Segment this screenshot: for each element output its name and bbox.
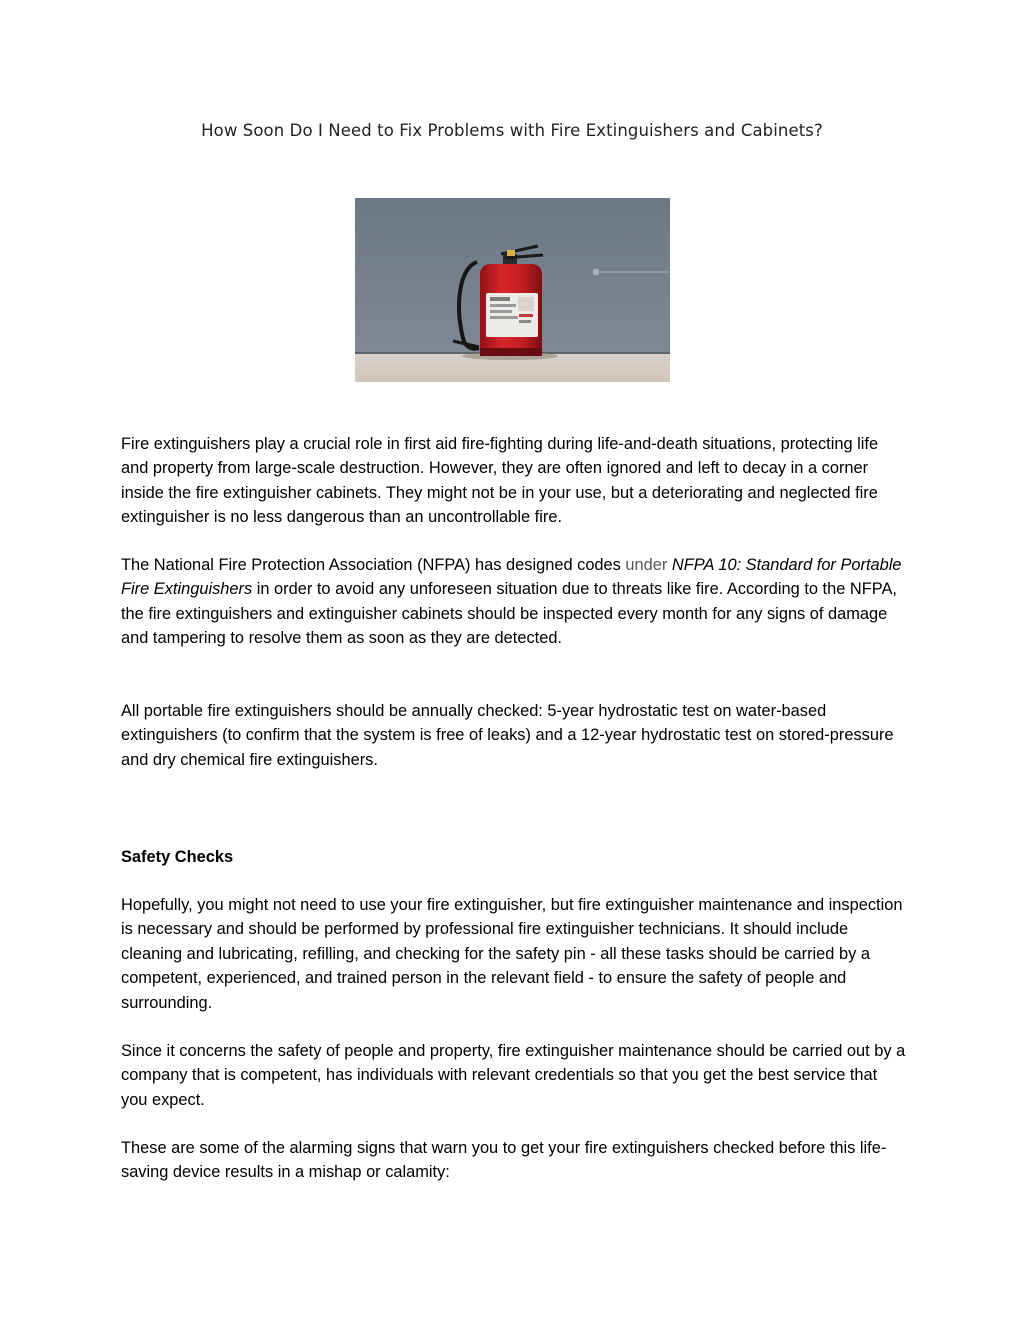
fire-extinguisher-icon <box>355 198 670 382</box>
page-title: How Soon Do I Need to Fix Problems with Fire Extinguishers and Cabinets? <box>201 121 823 140</box>
nfpa-text-end: in order to avoid any unforeseen situation due to threats like fire. According to the NFPA, the fire extinguishers and extinguisher cabinets should be inspected every month for any signs of damage and tampering to resolve them as soon as they are detected. <box>121 580 897 648</box>
under-link-text: under <box>625 556 668 574</box>
safety-checks-heading: Safety Checks <box>121 848 234 866</box>
maintenance-paragraph: Hopefully, you might not need to use your fire extinguisher, but fire extinguisher maintenance and inspection is necessary and should be performed by professional fire extinguisher technicians. It should include cleaning and lubricating, refilling, and checking for the safety pin - all these tasks should be carried by a competent, experienced, and trained person in the relevant field - to ensure the safety of people and surrounding. <box>121 896 903 1012</box>
fire-extinguisher-image <box>355 198 670 382</box>
warning-signs-paragraph: These are some of the alarming signs that warn you to get your fire extinguishers checked before this life-saving device results in a mishap or calamity: <box>121 1139 887 1182</box>
company-paragraph: Since it concerns the safety of people and property, fire extinguisher maintenance should be carried out by a company that is competent, has individuals with relevant credentials so that you get the best service that you expect. <box>121 1042 906 1109</box>
hydrostatic-test-paragraph: All portable fire extinguishers should be annually checked: 5-year hydrostatic test on water-based extinguishers (to confirm that the system is free of leaks) and a 12-year hydrostatic test on stored-pressure and dry chemical fire extinguishers. <box>121 702 894 769</box>
nfpa-paragraph <box>121 553 907 651</box>
nfpa-text-start: The National Fire Protection Association (NFPA) has designed codes <box>121 556 626 574</box>
intro-paragraph: Fire extinguishers play a crucial role in first aid fire-fighting during life-and-death situations, protecting life and property from large-scale destruction. However, they are often ignored and left to decay in a corner inside the fire extinguisher cabinets. They might not be in your use, but a deteriorating and neglected fire extinguisher is no less dangerous than an uncontrollable fire. <box>121 435 879 527</box>
nfpa-standard-title: NFPA 10: Standard for Portable Fire Extinguishers <box>121 556 902 599</box>
